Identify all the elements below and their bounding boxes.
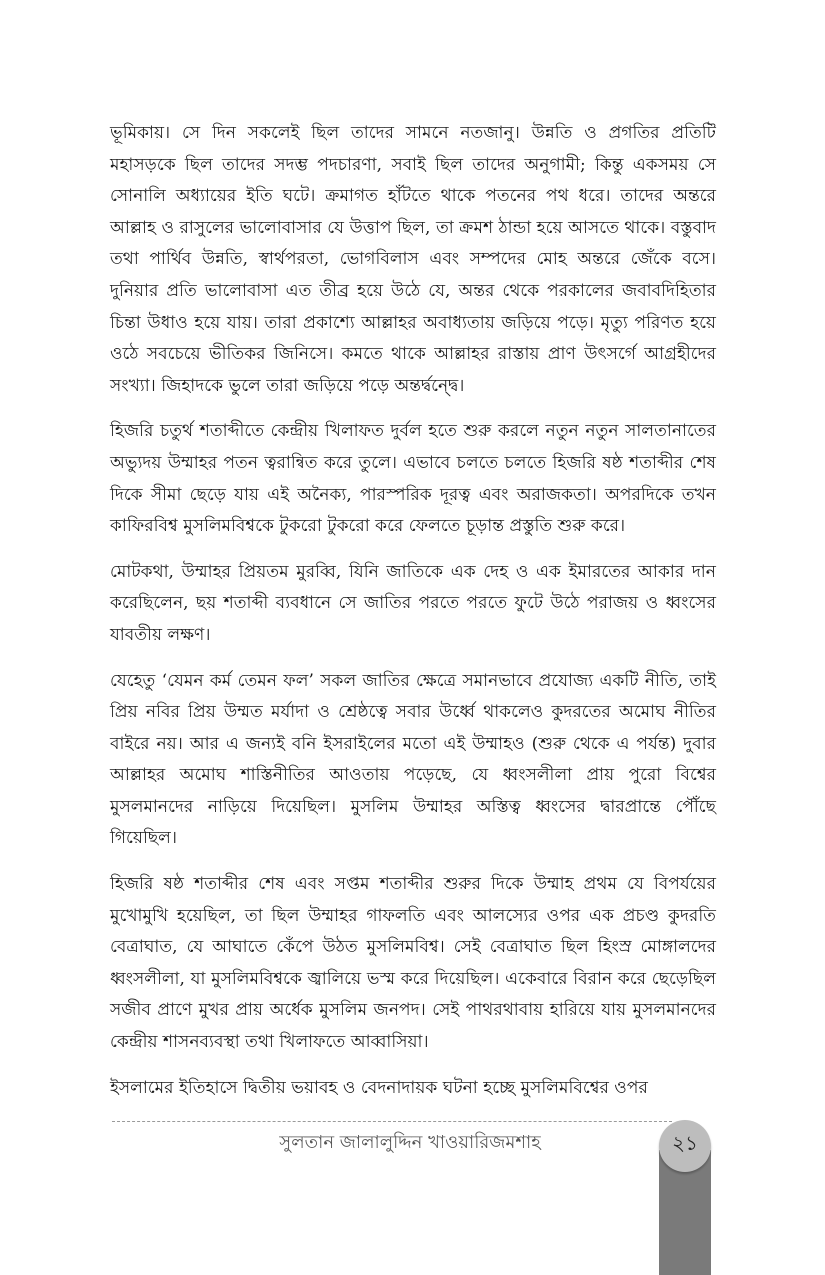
paragraph: ইসলামের ইতিহাসে দ্বিতীয় ভয়াবহ ও বেদনাদায়ক ঘটনা হচ্ছে মুসলিমবিশ্বের ওপর (110, 1077, 648, 1098)
paragraph: হিজরি ষষ্ঠ শতাব্দীর শেষ এবং সপ্তম শতাব্দীর শুরুর দিকে উম্মাহ প্রথম যে বিপর্যয়ের মুখোমুখি হয়েছিল, তা ছিল উম্মাহর গাফলতি এবং আলস্যের ওপর এক প্রচণ্ড কুদরতি বেত্রাঘাত, যে আঘাতে কেঁপে উঠত মুসলিমবিশ্ব। সেই বেত্রাঘাত ছিল হিংস্র মোঙ্গালদের ধ্বংসলীলা, যা মুসলিমবিশ্বকে জ্বালিয়ে ভস্ম করে দিয়েছিল। একেবারে বিরান করে ছেড়েছিল সজীব প্রাণে মুখর প্রায় অর্ধেক মুসলিম জনপদ। সেই পাথরথাবায় হারিয়ে যায় মুসলমানদের কেন্দ্রীয় শাসনব্যবস্থা তথা খিলাফতে আব্বাসিয়া। (110, 874, 716, 1053)
paragraph: হিজরি চতুর্থ শতাব্দীতে কেন্দ্রীয় খিলাফত দুর্বল হতে শুরু করলে নতুন নতুন সালতানাতের অভ্যুদয় উম্মাহর পতন ত্বরান্বিত করে তুলে। এভাবে চলতে চলতে হিজরি ষষ্ঠ শতাব্দীর শেষ দিকে সীমা ছেড়ে যায় এই অনৈক্য, পারস্পরিক দূরত্ব এবং অরাজকতা। অপরদিকে তখন কাফিরবিশ্ব মুসলিমবিশ্বকে টুকরো টুকরো করে ফেলতে চূড়ান্ত প্রস্তুতি শুরু করে। (110, 421, 716, 537)
page-body (110, 118, 716, 1118)
page-number: ২১ (659, 1120, 711, 1172)
paragraph: মোটকথা, উম্মাহর প্রিয়তম মুরব্বি, যিনি জাতিকে এক দেহ ও এক ইমারতের আকার দান করেছিলেন, ছয় শতাব্দী ব্যবধানে সে জাতির পরতে পরতে ফুটে উঠে পরাজয় ও ধ্বংসের যাবতীয় লক্ষণ। (110, 561, 716, 645)
paragraph: যেহেতু ‘যেমন কর্ম তেমন ফল’ সকল জাতির ক্ষেত্রে সমানভাবে প্রযোজ্য একটি নীতি, তাই প্রিয় নবির প্রিয় উম্মত মর্যাদা ও শ্রেষ্ঠত্বে সবার উর্ধ্বে থাকলেও কুদরতের অমোঘ নীতির বাইরে নয়। আর এ জন্যই বনি ইসরাইলের মতো এই উম্মাহও (শুরু থেকে এ পর্যন্ত) দুবার আল্লাহর অমোঘ শাস্তিনীতির আওতায় পড়েছে, যে ধ্বংসলীলা প্রায় পুরো বিশ্বের মুসলমানদের নাড়িয়ে দিয়েছিল। মুসলিম উম্মাহর অস্তিত্ব ধ্বংসের দ্বারপ্রান্তে পৌঁছে গিয়েছিল। (110, 670, 716, 849)
paragraph: ভূমিকায়। সে দিন সকলেই ছিল তাদের সামনে নতজানু। উন্নতি ও প্রগতির প্রতিটি মহাসড়কে ছিল তাদের সদম্ভ পদচারণা, সবাই ছিল তাদের অনুগামী; কিন্তু একসময় সে সোনালি অধ্যায়ের ইতি ঘটে। ক্রমাগত হাঁটতে থাকে পতনের পথ ধরে। তাদের অন্তরে আল্লাহ ও রাসুলের ভালোবাসার যে উত্তাপ ছিল, তা ক্রমশ ঠান্ডা হয়ে আসতে থাকে। বস্তুবাদ তথা পার্থিব উন্নতি, স্বার্থপরতা, ভোগবিলাস এবং সম্পদের মোহ অন্তরে জেঁকে বসে। দুনিয়ার প্রতি ভালোবাসা এত তীব্র হয়ে উঠে যে, অন্তর থেকে পরকালের জবাবদিহিতার চিন্তা উধাও হয়ে যায়। তারা প্রকাশ্যে আল্লাহর অবাধ্যতায় জড়িয়ে পড়ে। মৃত্যু পরিণত হয়ে ওঠে সবচেয়ে ভীতিকর জিনিসে। কমতে থাকে আল্লাহর রাস্তায় প্রাণ উৎসর্গে আগ্রহীদের সংখ্যা। জিহাদকে ভুলে তারা জড়িয়ে পড়ে অন্তর্দ্বন্দ্বে। (110, 123, 716, 396)
footer-divider (112, 1121, 672, 1122)
running-title: সুলতান জালালুদ্দিন খাওয়ারিজমশাহ (279, 1132, 541, 1153)
